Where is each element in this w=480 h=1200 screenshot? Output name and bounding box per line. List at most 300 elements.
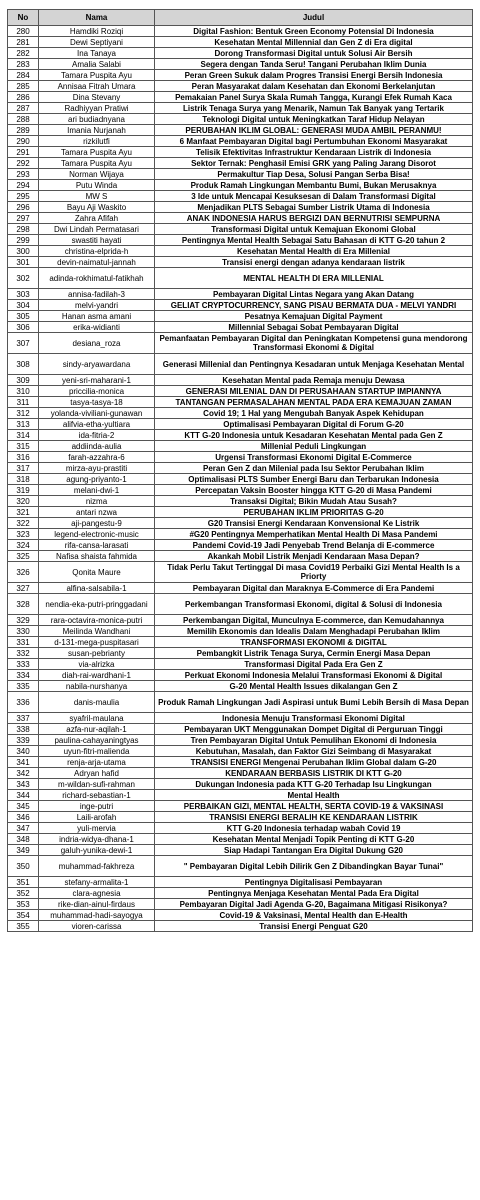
- row-nama: aji-pangestu-9: [39, 518, 155, 529]
- row-no: 328: [8, 594, 39, 615]
- row-judul: Millennial Sebagai Sobat Pembayaran Digital: [155, 322, 473, 333]
- table-row: [8, 26, 473, 37]
- row-judul: Optimalisasi Pembayaran Digital di Forum G-20: [155, 419, 473, 430]
- row-nama: Imania Nurjanah: [39, 125, 155, 136]
- row-judul: Pentingnya Digitalisasi Pembayaran: [155, 877, 473, 888]
- table-row: [8, 125, 473, 136]
- row-judul: Kesehatan Mental pada Remaja menuju Dewasa: [155, 375, 473, 386]
- titles-table: [7, 9, 473, 932]
- row-no: 307: [8, 333, 39, 354]
- row-no: 301: [8, 257, 39, 268]
- row-judul: Optimalisasi PLTS Sumber Energi Baru dan Terbarukan Indonesia: [155, 474, 473, 485]
- row-judul: Urgensi Transformasi Ekonomi Digital E-Commerce: [155, 452, 473, 463]
- row-judul: Transisi energi dengan adanya kendaraan listrik: [155, 257, 473, 268]
- table-row: [8, 529, 473, 540]
- row-judul: Telisik Efektivitas Infrastruktur Kendaraan Listrik di Indonesia: [155, 147, 473, 158]
- table-row: [8, 37, 473, 48]
- row-judul: Kesehatan Mental Health di Era Millenial: [155, 246, 473, 257]
- row-no: 325: [8, 551, 39, 562]
- row-judul: GENERASI MILENIAL DAN DI PERUSAHAAN STARTUP IMPIANNYA: [155, 386, 473, 397]
- row-judul: Dukungan Indonesia pada KTT G-20 Terhadap Isu Lingkungan: [155, 779, 473, 790]
- row-no: 282: [8, 48, 39, 59]
- row-no: 349: [8, 845, 39, 856]
- row-nama: yolanda-viviliani-gunawan: [39, 408, 155, 419]
- row-nama: muhammad-fakhreza: [39, 856, 155, 877]
- row-judul: Transformasi Digital Pada Era Gen Z: [155, 659, 473, 670]
- row-judul: TRANSISI ENERGI BERALIH KE KENDARAAN LISTRIK: [155, 812, 473, 823]
- table-row: [8, 507, 473, 518]
- row-nama: rifa-cansa-larasati: [39, 540, 155, 551]
- row-no: 313: [8, 419, 39, 430]
- row-no: 341: [8, 757, 39, 768]
- row-nama: vioren-carissa: [39, 921, 155, 932]
- row-no: 334: [8, 670, 39, 681]
- row-no: 321: [8, 507, 39, 518]
- row-nama: yeni-sri-maharani-1: [39, 375, 155, 386]
- table-row: [8, 735, 473, 746]
- row-judul: TRANSFORMASI EKONOMI & DIGITAL: [155, 637, 473, 648]
- row-judul: KTT G-20 Indonesia untuk Kesadaran Kesehatan Mental pada Gen Z: [155, 430, 473, 441]
- row-judul: G-20 Mental Health Issues dikalangan Gen Z: [155, 681, 473, 692]
- row-nama: Tamara Puspita Ayu: [39, 147, 155, 158]
- row-judul: Peran Masyarakat dalam Kesehatan dan Ekonomi Berkelanjutan: [155, 81, 473, 92]
- table-row: [8, 114, 473, 125]
- row-no: 329: [8, 615, 39, 626]
- row-no: 290: [8, 136, 39, 147]
- row-judul: Pembayaran Digital Lintas Negara yang Akan Datang: [155, 289, 473, 300]
- row-judul: Pemakaian Panel Surya Skala Rumah Tangga, Kurangi Efek Rumah Kaca: [155, 92, 473, 103]
- row-nama: addiinda-aulia: [39, 441, 155, 452]
- row-nama: syafril-maulana: [39, 713, 155, 724]
- row-no: 344: [8, 790, 39, 801]
- row-judul: Listrik Tenaga Surya yang Menarik, Namun Tak Banyak yang Tertarik: [155, 103, 473, 114]
- table-row: [8, 257, 473, 268]
- row-judul: #G20 Pentingnya Memperhatikan Mental Health Di Masa Pandemi: [155, 529, 473, 540]
- row-no: 355: [8, 921, 39, 932]
- table-row: [8, 594, 473, 615]
- table-row: [8, 59, 473, 70]
- row-judul: Pandemi Covid-19 Jadi Penyebab Trend Belanja di E-commerce: [155, 540, 473, 551]
- table-row: [8, 768, 473, 779]
- row-judul: Teknologi Digital untuk Meningkatkan Taraf Hidup Nelayan: [155, 114, 473, 125]
- row-nama: danis-maulia: [39, 692, 155, 713]
- table-row: [8, 551, 473, 562]
- row-no: 332: [8, 648, 39, 659]
- row-no: 310: [8, 386, 39, 397]
- row-judul: Pembayaran UKT Menggunakan Dompet Digital di Perguruan Tinggi: [155, 724, 473, 735]
- table-row: [8, 801, 473, 812]
- row-no: 337: [8, 713, 39, 724]
- table-row: [8, 562, 473, 583]
- row-nama: Radhiyyan Pratiwi: [39, 103, 155, 114]
- row-no: 342: [8, 768, 39, 779]
- row-no: 292: [8, 158, 39, 169]
- row-judul: Mental Health: [155, 790, 473, 801]
- row-nama: sindy-aryawardana: [39, 354, 155, 375]
- row-no: 333: [8, 659, 39, 670]
- table-row: [8, 191, 473, 202]
- row-judul: Kesehatan Mental Menjadi Topik Penting di KTT G-20: [155, 834, 473, 845]
- row-no: 314: [8, 430, 39, 441]
- row-nama: devin-naimatul-jannah: [39, 257, 155, 268]
- row-nama: clara-agnesia: [39, 888, 155, 899]
- table-row: [8, 724, 473, 735]
- row-nama: azfa-nur-aqilah-1: [39, 724, 155, 735]
- table-row: [8, 452, 473, 463]
- row-nama: ari budiadnyana: [39, 114, 155, 125]
- row-no: 303: [8, 289, 39, 300]
- table-row: [8, 333, 473, 354]
- table-row: [8, 518, 473, 529]
- table-row: [8, 692, 473, 713]
- row-no: 294: [8, 180, 39, 191]
- row-nama: Putu Winda: [39, 180, 155, 191]
- table-row: [8, 224, 473, 235]
- table-row: [8, 485, 473, 496]
- row-nama: Norman Wijaya: [39, 169, 155, 180]
- row-nama: Tamara Puspita Ayu: [39, 158, 155, 169]
- row-nama: Adryan hafid: [39, 768, 155, 779]
- row-nama: susan-pebrianty: [39, 648, 155, 659]
- table-row: [8, 386, 473, 397]
- row-judul: Pembangkit Listrik Tenaga Surya, Cermin Energi Masa Depan: [155, 648, 473, 659]
- row-no: 315: [8, 441, 39, 452]
- table-row: [8, 899, 473, 910]
- table-row: [8, 746, 473, 757]
- row-no: 305: [8, 311, 39, 322]
- row-judul: Sektor Ternak: Penghasil Emisi GRK yang Paling Jarang Disorot: [155, 158, 473, 169]
- table-row: [8, 615, 473, 626]
- table-row: [8, 213, 473, 224]
- row-nama: galuh-yunika-dewi-1: [39, 845, 155, 856]
- table-row: [8, 845, 473, 856]
- row-nama: Nafisa shaista fahmida: [39, 551, 155, 562]
- row-nama: melani-dwi-1: [39, 485, 155, 496]
- row-nama: Laili-arofah: [39, 812, 155, 823]
- row-nama: erika-widianti: [39, 322, 155, 333]
- row-judul: KTT G-20 Indonesia terhadap wabah Covid 19: [155, 823, 473, 834]
- row-nama: MW S: [39, 191, 155, 202]
- row-no: 298: [8, 224, 39, 235]
- table-row: [8, 779, 473, 790]
- table-row: [8, 289, 473, 300]
- row-no: 339: [8, 735, 39, 746]
- row-no: 286: [8, 92, 39, 103]
- row-no: 343: [8, 779, 39, 790]
- row-judul: PERUBAHAN IKLIM GLOBAL: GENERASI MUDA AMBIL PERANMU!: [155, 125, 473, 136]
- row-judul: MENTAL HEALTH DI ERA MILLENIAL: [155, 268, 473, 289]
- table-row: [8, 268, 473, 289]
- row-no: 330: [8, 626, 39, 637]
- row-nama: tasya-tasya-18: [39, 397, 155, 408]
- table-row: [8, 92, 473, 103]
- row-judul: ANAK INDONESIA HARUS BERGIZI DAN BERNUTRISI SEMPURNA: [155, 213, 473, 224]
- row-nama: antari nzwa: [39, 507, 155, 518]
- table-row: [8, 408, 473, 419]
- row-nama: rizkilutfi: [39, 136, 155, 147]
- row-no: 289: [8, 125, 39, 136]
- row-no: 300: [8, 246, 39, 257]
- table-row: [8, 834, 473, 845]
- row-nama: swastiti hayati: [39, 235, 155, 246]
- row-no: 291: [8, 147, 39, 158]
- table-row: [8, 856, 473, 877]
- row-judul: Generasi Millenial dan Pentingnya Kesadaran untuk Menjaga Kesehatan Mental: [155, 354, 473, 375]
- row-nama: inge-putri: [39, 801, 155, 812]
- row-nama: Dina Stevany: [39, 92, 155, 103]
- row-judul: 6 Manfaat Pembayaran Digital bagi Pertumbuhan Ekonomi Masyarakat: [155, 136, 473, 147]
- table-row: [8, 81, 473, 92]
- row-no: 327: [8, 583, 39, 594]
- row-judul: Transformasi Digital untuk Kemajuan Ekonomi Global: [155, 224, 473, 235]
- row-no: 306: [8, 322, 39, 333]
- header-no: No: [8, 10, 39, 26]
- table-row: [8, 713, 473, 724]
- table-row: [8, 877, 473, 888]
- row-nama: rike-dian-ainul-firdaus: [39, 899, 155, 910]
- row-nama: Dewi Septiyani: [39, 37, 155, 48]
- table-row: [8, 202, 473, 213]
- header-nama: Nama: [39, 10, 155, 26]
- row-no: 304: [8, 300, 39, 311]
- row-no: 319: [8, 485, 39, 496]
- row-nama: priccilia-monica: [39, 386, 155, 397]
- row-no: 295: [8, 191, 39, 202]
- row-judul: Memilih Ekonomis dan Idealis Dalam Menghadapi Perubahan Iklim: [155, 626, 473, 637]
- row-judul: Pentingnya Menjaga Kesehatan Mental Pada Era Digital: [155, 888, 473, 899]
- row-no: 283: [8, 59, 39, 70]
- row-nama: richard-sebastian-1: [39, 790, 155, 801]
- row-nama: ida-fitria-2: [39, 430, 155, 441]
- row-judul: PERUBAHAN IKLIM PRIORITAS G-20: [155, 507, 473, 518]
- row-nama: nendia-eka-putri-pringgadani: [39, 594, 155, 615]
- row-no: 346: [8, 812, 39, 823]
- table-row: [8, 910, 473, 921]
- row-nama: Dwi Lindah Permatasari: [39, 224, 155, 235]
- row-no: 353: [8, 899, 39, 910]
- table-row: [8, 419, 473, 430]
- table-row: [8, 311, 473, 322]
- row-judul: Covid 19; 1 Hal yang Mengubah Banyak Aspek Kehidupan: [155, 408, 473, 419]
- table-row: [8, 496, 473, 507]
- row-no: 284: [8, 70, 39, 81]
- row-no: 347: [8, 823, 39, 834]
- row-judul: Pesatnya Kemajuan Digital Payment: [155, 311, 473, 322]
- row-no: 331: [8, 637, 39, 648]
- table-row: [8, 322, 473, 333]
- table-row: [8, 681, 473, 692]
- row-nama: nizma: [39, 496, 155, 507]
- row-judul: Tidak Perlu Takut Tertinggal Di masa Covid19 Perbaiki Gizi Mental Health Is a Priorty: [155, 562, 473, 583]
- row-nama: Qonita Maure: [39, 562, 155, 583]
- row-no: 352: [8, 888, 39, 899]
- row-no: 345: [8, 801, 39, 812]
- row-nama: mirza-ayu-prastiti: [39, 463, 155, 474]
- row-judul: GELIAT CRYPTOCURRENCY, SANG PISAU BERMATA DUA - MELVI YANDRI: [155, 300, 473, 311]
- table-row: [8, 659, 473, 670]
- row-judul: Pembayaran Digital dan Maraknya E-Commerce di Era Pandemi: [155, 583, 473, 594]
- row-nama: desiana_roza: [39, 333, 155, 354]
- row-judul: Pembayaran Digital Jadi Agenda G-20, Bagaimana Mitigasi Risikonya?: [155, 899, 473, 910]
- table-row: [8, 441, 473, 452]
- row-no: 335: [8, 681, 39, 692]
- row-no: 296: [8, 202, 39, 213]
- row-nama: legend-electronic-music: [39, 529, 155, 540]
- row-nama: indria-widya-dhana-1: [39, 834, 155, 845]
- row-no: 302: [8, 268, 39, 289]
- row-nama: farah-azzahra-6: [39, 452, 155, 463]
- row-nama: via-alrizka: [39, 659, 155, 670]
- row-nama: christina-elprida-h: [39, 246, 155, 257]
- table-row: [8, 300, 473, 311]
- row-judul: Permakultur Tiap Desa, Solusi Pangan Serba Bisa!: [155, 169, 473, 180]
- row-judul: Segera dengan Tanda Seru! Tangani Perubahan Iklim Dunia: [155, 59, 473, 70]
- row-judul: Siap Hadapi Tantangan Era Digital Dukung G20: [155, 845, 473, 856]
- table-row: [8, 48, 473, 59]
- row-no: 320: [8, 496, 39, 507]
- table-row: [8, 583, 473, 594]
- row-no: 348: [8, 834, 39, 845]
- row-no: 308: [8, 354, 39, 375]
- row-nama: Tamara Puspita Ayu: [39, 70, 155, 81]
- row-judul: Perkembangan Digital, Munculnya E-commerce, dan Kemudahannya: [155, 615, 473, 626]
- row-no: 326: [8, 562, 39, 583]
- table-row: [8, 474, 473, 485]
- row-nama: diah-rai-wardhani-1: [39, 670, 155, 681]
- table-row: [8, 180, 473, 191]
- row-judul: Transaksi Digital; Bikin Mudah Atau Susah?: [155, 496, 473, 507]
- table-row: [8, 70, 473, 81]
- row-judul: TANTANGAN PERMASALAHAN MENTAL PADA ERA KEMAJUAN ZAMAN: [155, 397, 473, 408]
- table-row: [8, 626, 473, 637]
- row-no: 281: [8, 37, 39, 48]
- table-row: [8, 354, 473, 375]
- row-no: 336: [8, 692, 39, 713]
- table-row: [8, 375, 473, 386]
- table-row: [8, 103, 473, 114]
- row-no: 340: [8, 746, 39, 757]
- row-judul: G20 Transisi Energi Kendaraan Konvensional Ke Listrik: [155, 518, 473, 529]
- row-nama: melvi-yandri: [39, 300, 155, 311]
- table-row: [8, 823, 473, 834]
- row-no: 350: [8, 856, 39, 877]
- header-judul: Judul: [155, 10, 473, 26]
- table-row: [8, 136, 473, 147]
- row-nama: Bayu Aji Waskito: [39, 202, 155, 213]
- row-no: 318: [8, 474, 39, 485]
- row-judul: Akankah Mobil Listrik Menjadi Kendaraan Masa Depan?: [155, 551, 473, 562]
- row-nama: annisa-fadilah-3: [39, 289, 155, 300]
- table-row: [8, 158, 473, 169]
- row-nama: Hamdiki Roziqi: [39, 26, 155, 37]
- row-nama: uyun-fitri-malienda: [39, 746, 155, 757]
- row-nama: adinda-rokhimatul-fatikhah: [39, 268, 155, 289]
- row-nama: Amalia Salabi: [39, 59, 155, 70]
- row-nama: paulina-cahayaningtyas: [39, 735, 155, 746]
- table-row: [8, 670, 473, 681]
- table-row: [8, 430, 473, 441]
- table-row: [8, 790, 473, 801]
- table-row: [8, 147, 473, 158]
- table-row: [8, 463, 473, 474]
- table-row: [8, 246, 473, 257]
- row-no: 324: [8, 540, 39, 551]
- row-judul: Covid-19 & Vaksinasi, Mental Health dan E-Health: [155, 910, 473, 921]
- row-no: 287: [8, 103, 39, 114]
- row-no: 288: [8, 114, 39, 125]
- row-judul: Produk Ramah Lingkungan Membantu Bumi, Bukan Merusaknya: [155, 180, 473, 191]
- row-nama: muhammad-hadi-sayogya: [39, 910, 155, 921]
- row-no: 322: [8, 518, 39, 529]
- row-nama: agung-priyanto-1: [39, 474, 155, 485]
- row-no: 351: [8, 877, 39, 888]
- row-judul: Digital Fashion: Bentuk Green Economy Potensial Di Indonesia: [155, 26, 473, 37]
- row-judul: TRANSISI ENERGI Mengenai Perubahan Iklim Global dalam G-20: [155, 757, 473, 768]
- row-judul: " Pembayaran Digital Lebih Dilirik Gen Z Dibandingkan Bayar Tunai": [155, 856, 473, 877]
- row-no: 311: [8, 397, 39, 408]
- row-nama: yuli-mervia: [39, 823, 155, 834]
- row-judul: Kebutuhan, Masalah, dan Faktor Gizi Seimbang di Masyarakat: [155, 746, 473, 757]
- row-nama: rara-octavira-monica-putri: [39, 615, 155, 626]
- row-judul: Millenial Peduli Lingkungan: [155, 441, 473, 452]
- row-judul: Tren Pembayaran Digital Untuk Pemulihan Ekonomi di Indonesia: [155, 735, 473, 746]
- table-row: [8, 235, 473, 246]
- row-judul: Transisi Energi Penguat G20: [155, 921, 473, 932]
- table-row: [8, 757, 473, 768]
- row-judul: PERBAIKAN GIZI, MENTAL HEALTH, SERTA COVID-19 & VAKSINASI: [155, 801, 473, 812]
- table-row: [8, 888, 473, 899]
- row-judul: Percepatan Vaksin Booster hingga KTT G-20 di Masa Pandemi: [155, 485, 473, 496]
- row-nama: m-wildan-sufi-rahman: [39, 779, 155, 790]
- row-no: 309: [8, 375, 39, 386]
- row-no: 297: [8, 213, 39, 224]
- row-nama: Annisaa Fitrah Umara: [39, 81, 155, 92]
- row-judul: Kesehatan Mental Millennial dan Gen Z di Era digital: [155, 37, 473, 48]
- row-nama: Ina Tanaya: [39, 48, 155, 59]
- row-judul: 3 Ide untuk Mencapai Kesuksesan di Dalam Transformasi Digital: [155, 191, 473, 202]
- row-judul: Indonesia Menuju Transformasi Ekonomi Digital: [155, 713, 473, 724]
- row-nama: stefany-armalita-1: [39, 877, 155, 888]
- table-header-row: [8, 10, 473, 26]
- row-judul: Perkembangan Transformasi Ekonomi, digital & Solusi di Indonesia: [155, 594, 473, 615]
- table-row: [8, 812, 473, 823]
- table-row: [8, 648, 473, 659]
- row-no: 293: [8, 169, 39, 180]
- table-row: [8, 921, 473, 932]
- row-no: 285: [8, 81, 39, 92]
- table-row: [8, 637, 473, 648]
- row-nama: renja-arja-utama: [39, 757, 155, 768]
- table-row: [8, 169, 473, 180]
- row-judul: KENDARAAN BERBASIS LISTRIK DI KTT G-20: [155, 768, 473, 779]
- row-no: 354: [8, 910, 39, 921]
- row-no: 299: [8, 235, 39, 246]
- row-judul: Menjadikan PLTS Sebagai Sumber Listrik Utama di Indonesia: [155, 202, 473, 213]
- row-judul: Perkuat Ekonomi Indonesia Melalui Transformasi Ekonomi & Digital: [155, 670, 473, 681]
- row-judul: Produk Ramah Lingkungan Jadi Aspirasi untuk Bumi Lebih Bersih di Masa Depan: [155, 692, 473, 713]
- row-judul: Pemanfaatan Pembayaran Digital dan Peningkatan Kompetensi guna mendorong Transformasi Ekonomi & Digital: [155, 333, 473, 354]
- row-judul: Pentingnya Mental Health Sebagai Satu Bahasan di KTT G-20 tahun 2: [155, 235, 473, 246]
- row-judul: Peran Green Sukuk dalam Progres Transisi Energi Bersih Indonesia: [155, 70, 473, 81]
- table-row: [8, 540, 473, 551]
- row-nama: alfina-salsabila-1: [39, 583, 155, 594]
- row-nama: Zahra Afifah: [39, 213, 155, 224]
- row-judul: Dorong Transformasi Digital untuk Solusi Air Bersih: [155, 48, 473, 59]
- row-no: 323: [8, 529, 39, 540]
- row-judul: Peran Gen Z dan Milenial pada Isu Sektor Perubahan Iklim: [155, 463, 473, 474]
- row-no: 312: [8, 408, 39, 419]
- row-no: 280: [8, 26, 39, 37]
